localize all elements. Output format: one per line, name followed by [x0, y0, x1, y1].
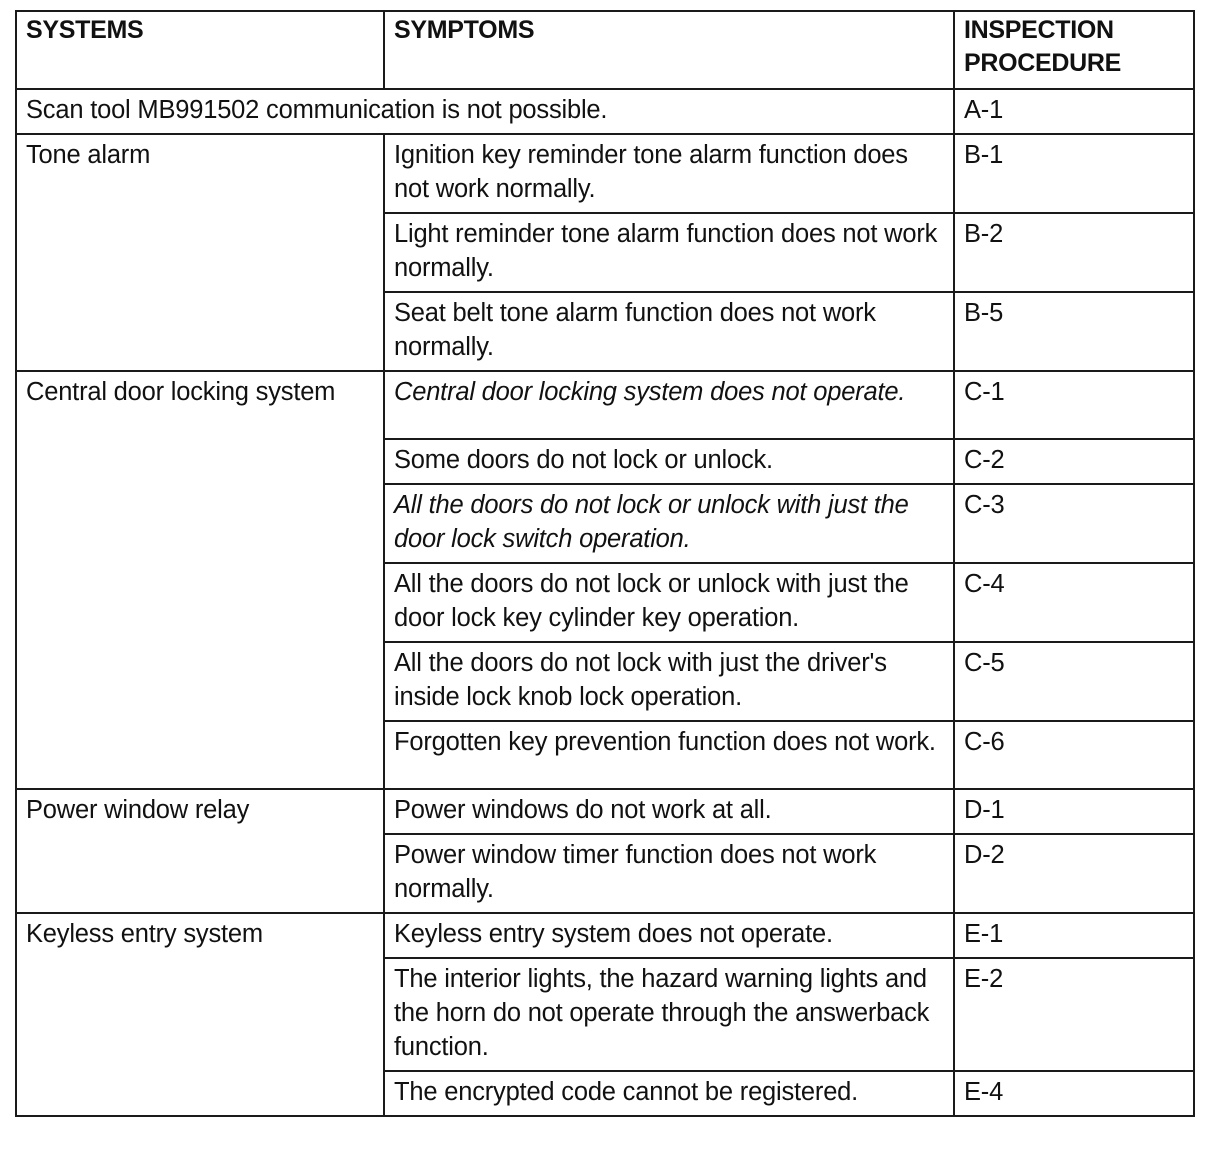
symptom-cell: Forgotten key prevention function does not work.: [384, 721, 954, 789]
system-cell-power-window-relay: Power window relay: [16, 789, 384, 913]
symptom-cell: Some doors do not lock or unlock.: [384, 439, 954, 484]
code-cell: C-6: [954, 721, 1194, 789]
symptom-cell: Keyless entry system does not operate.: [384, 913, 954, 958]
system-cell-keyless-entry: Keyless entry system: [16, 913, 384, 1116]
code-cell: D-1: [954, 789, 1194, 834]
symptom-cell: The interior lights, the hazard warning lights and the horn do not operate through the answerback function.: [384, 958, 954, 1071]
code-cell: C-1: [954, 371, 1194, 439]
header-systems: SYSTEMS: [16, 11, 384, 89]
code-cell: C-4: [954, 563, 1194, 642]
symptom-cell: Central door locking system does not operate.: [384, 371, 954, 439]
scan-tool-cell: Scan tool MB991502 communication is not possible.: [16, 89, 954, 134]
code-cell: C-3: [954, 484, 1194, 563]
system-cell-central-door-locking: Central door locking system: [16, 371, 384, 789]
symptom-cell: Seat belt tone alarm function does not work normally.: [384, 292, 954, 371]
header-inspection-procedure: INSPECTION PROCEDURE: [954, 11, 1194, 89]
code-cell: E-2: [954, 958, 1194, 1071]
system-cell-tone-alarm: Tone alarm: [16, 134, 384, 371]
code-cell: B-2: [954, 213, 1194, 292]
table-row: [16, 913, 1194, 958]
symptom-cell: Power windows do not work at all.: [384, 789, 954, 834]
table-row: [16, 371, 1194, 439]
symptom-cell: All the doors do not lock or unlock with just the door lock switch operation.: [384, 484, 954, 563]
symptom-chart-table: [15, 10, 1195, 1117]
symptom-cell: Power window timer function does not work normally.: [384, 834, 954, 913]
symptom-cell: All the doors do not lock or unlock with just the door lock key cylinder key operation.: [384, 563, 954, 642]
code-cell: D-2: [954, 834, 1194, 913]
code-cell: C-5: [954, 642, 1194, 721]
code-cell: E-1: [954, 913, 1194, 958]
symptom-cell: The encrypted code cannot be registered.: [384, 1071, 954, 1116]
header-symptoms: SYMPTOMS: [384, 11, 954, 89]
table-row: [16, 89, 1194, 134]
code-cell: B-5: [954, 292, 1194, 371]
code-cell: C-2: [954, 439, 1194, 484]
table-row: [16, 789, 1194, 834]
symptom-cell: Ignition key reminder tone alarm function does not work normally.: [384, 134, 954, 213]
symptom-cell: All the doors do not lock with just the driver's inside lock knob lock operation.: [384, 642, 954, 721]
table-header-row: [16, 11, 1194, 89]
code-cell: A-1: [954, 89, 1194, 134]
symptom-cell: Light reminder tone alarm function does not work normally.: [384, 213, 954, 292]
table-row: [16, 134, 1194, 213]
code-cell: E-4: [954, 1071, 1194, 1116]
code-cell: B-1: [954, 134, 1194, 213]
